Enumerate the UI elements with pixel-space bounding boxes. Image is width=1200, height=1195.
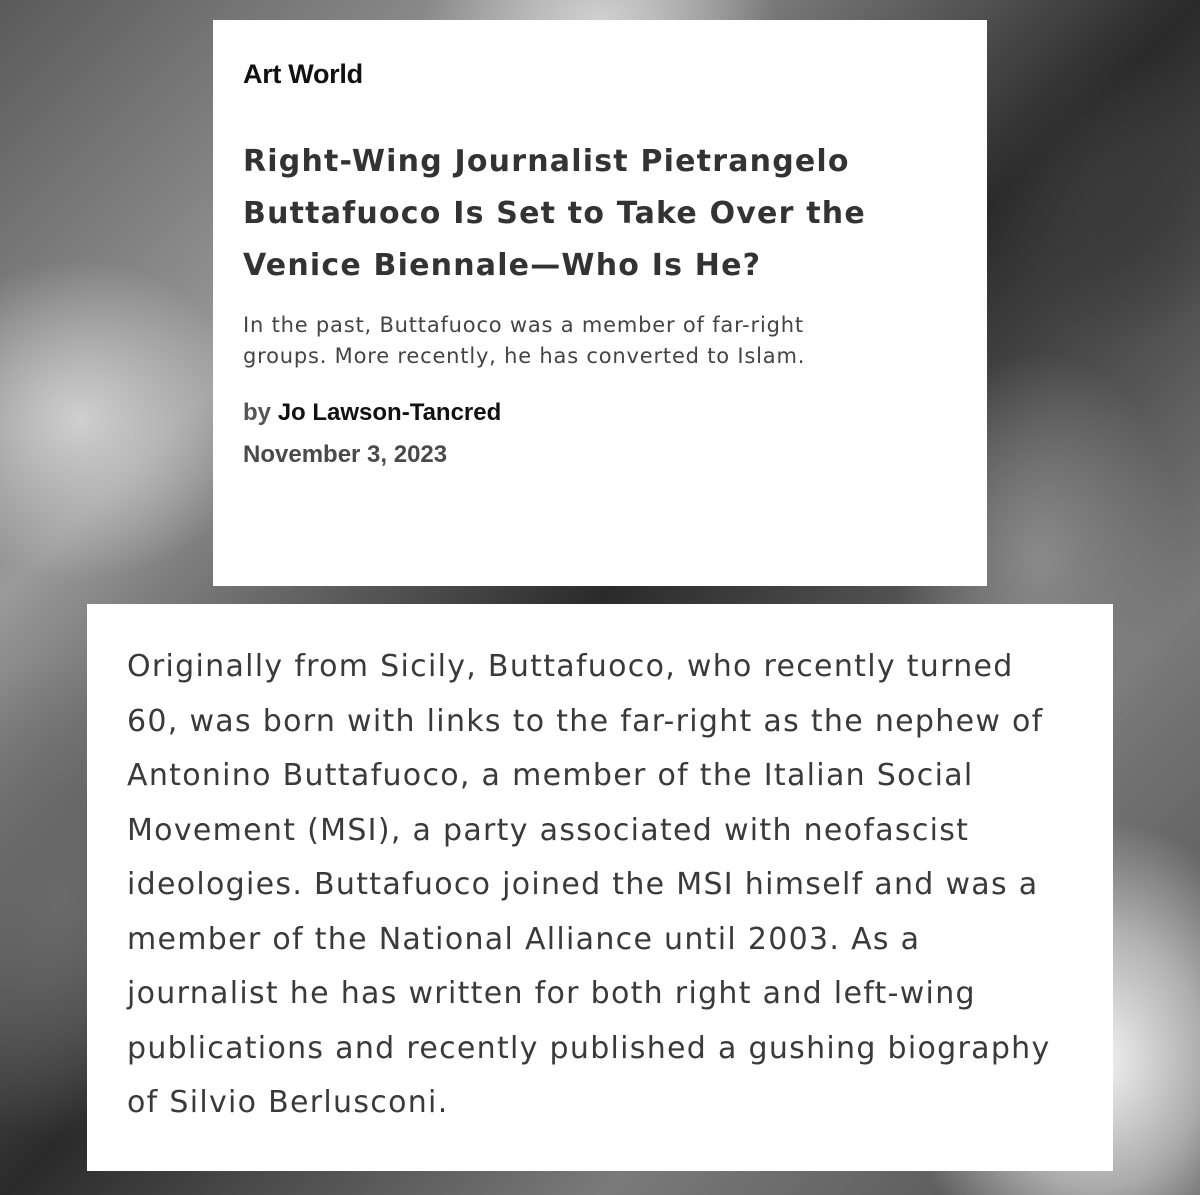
article-header-card: [213, 20, 987, 586]
article-headline[interactable]: Right-Wing Journalist Pietrangelo Buttafuoco Is Set to Take Over the Venice Biennale—Who Is He?: [243, 144, 866, 283]
byline-prefix: by: [243, 399, 272, 426]
publish-date: November 3, 2023: [243, 441, 448, 468]
section-label[interactable]: Art World: [243, 59, 363, 89]
article-dek: In the past, Buttafuoco was a member of far-right groups. More recently, he has converted to Islam.: [243, 313, 806, 368]
byline: [243, 398, 957, 428]
author-link[interactable]: Jo Lawson-Tancred: [277, 399, 502, 426]
article-excerpt-card: [87, 604, 1113, 1171]
excerpt-paragraph: Originally from Sicily, Buttafuoco, who recently turned 60, was born with links to the far-right as the nephew of Antonino Buttafuoco, a member of the Italian Social Movement (MSI), a party associated with neofascist ideologies. Buttafuoco joined the MSI himself and was a member of the National Alliance until 2003. As a journalist he has written for both right and left-wing publications and recently published a gushing biography of Silvio Berlusconi.: [127, 649, 1051, 1120]
